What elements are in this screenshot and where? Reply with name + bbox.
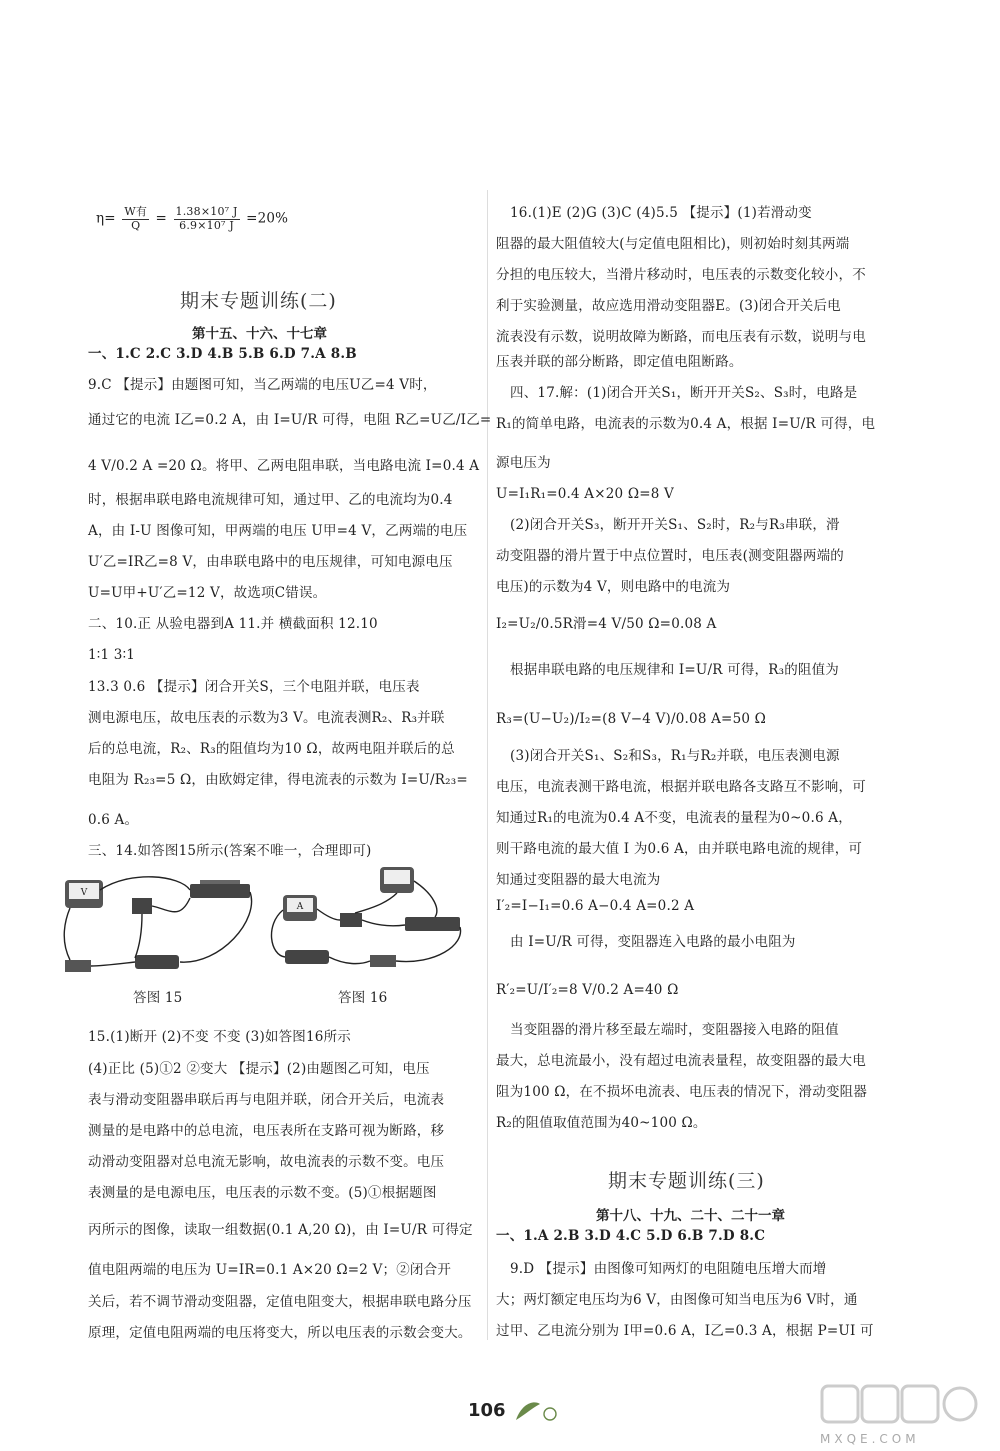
q9-line: 通过它的电流 I乙=0.2 A，由 I=U/R 可得，电阻 R乙=U乙/I乙= (88, 412, 492, 428)
q9-line: A，由 I-U 图像可知，甲两端的电压 U甲=4 V，乙两端的电压 (88, 523, 468, 539)
q15-line: 15.(1)断开 (2)不变 不变 (3)如答图16所示 (88, 1029, 351, 1045)
q9b-line: 大；两灯额定电压均为6 V，由图像可知当电压为6 V时，通 (496, 1292, 858, 1308)
q13-line: 电阻为 R₂₃=5 Ω，由欧姆定律，得电流表的示数为 I=U/R₂₃= (88, 772, 468, 788)
rheostat-icon (190, 880, 250, 898)
q10-answer: 二、10.正 从验电器到A 11.并 横截面积 12.10 (88, 616, 378, 632)
resistor-icon (132, 898, 152, 914)
frac-num: 1.38×10⁷ J (175, 205, 238, 218)
q17-line: 源电压为 (496, 455, 551, 471)
q15-line: 值电阻两端的电压为 U=IR=0.1 A×20 Ω=2 V；②闭合开 (88, 1262, 452, 1278)
page-number: 106 (468, 1400, 506, 1421)
chapters-3: 第十八、十九、二十、二十一章 (596, 1208, 785, 1224)
q17-line: 根据串联电路的电压规律和 I=U/R 可得，R₃的阻值为 (510, 662, 839, 678)
q16-line: 阻器的最大阻值较大(与定值电阻相比)，则初始时刻其两端 (496, 236, 850, 252)
q15-line: (4)正比 (5)①2 ②变大 【提示】(2)由题图乙可知，电压 (88, 1061, 430, 1077)
q17-line: 知通过R₁的电流为0.4 A不变，电流表的量程为0~0.6 A， (496, 810, 852, 826)
fig15-caption: 答图 15 (133, 990, 183, 1006)
q9-line: U′乙=IR乙=8 V，由串联电路中的电压规律，可知电源电压 (88, 554, 453, 570)
q15-line: 关后，若不调节滑动变阻器，定值电阻变大，根据串联电路分压 (88, 1294, 472, 1310)
voltmeter-icon (380, 867, 414, 893)
q17-line: 电压，电流表测干路电流，根据并联电路各支路互不影响，可 (496, 779, 866, 795)
q17-line: R₁的简单电路，电流表的示数为0.4 A，根据 I=U/R 可得，电 (496, 416, 876, 432)
q15-line: 表测量的是电源电压，电压表的示数不变。(5)①根据题图 (88, 1185, 437, 1201)
q17-line: (3)闭合开关S₁、S₂和S₃，R₁与R₂并联，电压表测电源 (510, 748, 840, 764)
circuit-figure-16 (265, 865, 470, 980)
q16-line: 压表并联的部分断路，即定值电阻断路。 (496, 354, 743, 370)
ammeter-icon (65, 880, 103, 908)
leaf-logo-icon (512, 1398, 560, 1424)
q17-line: R₃=(U−U₂)/I₂=(8 V−4 V)/0.08 A=50 Ω (496, 711, 767, 727)
section-title-2: 期末专题训练(二) (180, 290, 337, 312)
q9-line: U=U甲+U′乙=12 V，故选项C错误。 (88, 585, 327, 601)
fig16-caption: 答图 16 (338, 990, 388, 1006)
q17-line: U=I₁R₁=0.4 A×20 Ω=8 V (496, 486, 674, 502)
q15-line: 原理，定值电阻两端的电压将变大，所以电压表的示数会变大。 (88, 1325, 472, 1341)
q9-line: 时，根据串联电路电流规律可知，通过甲、乙的电流均为0.4 (88, 492, 453, 508)
svg-text:V: V (80, 888, 88, 898)
q9b-line: 9.D 【提示】由图像可知两灯的电阻随电压增大而增 (510, 1261, 827, 1277)
q17-line: 阻为100 Ω，在不损坏电流表、电压表的情况下，滑动变阻器 (496, 1084, 868, 1100)
q13-line: 0.6 A。 (88, 812, 139, 828)
watermark-text: MXQE.COM (820, 1432, 920, 1446)
efficiency-result: =20% (246, 210, 289, 227)
q13-line: 13.3 0.6 【提示】闭合开关S，三个电阻并联，电压表 (88, 679, 420, 695)
q17-line: 最大，总电流最小，没有超过电流表量程，故变阻器的最大电 (496, 1053, 866, 1069)
q17-line: 当变阻器的滑片移至最左端时，变阻器接入电路的阻值 (510, 1022, 839, 1038)
rheostat-icon (405, 917, 460, 931)
mc-answers-3: 一、1.A 2.B 3.D 4.C 5.D 6.B 7.D 8.C (496, 1228, 766, 1244)
column-divider (487, 190, 488, 1340)
fraction-values (174, 206, 240, 232)
q14-answer: 三、14.如答图15所示(答案不唯一，合理即可) (88, 843, 372, 859)
q13-line: 测电源电压，故电压表的示数为3 V。电流表测R₂、R₃并联 (88, 710, 445, 726)
watermark-logo-icon (820, 1380, 980, 1440)
q9-line: 9.C 【提示】由题图可知，当乙两端的电压U乙=4 V时， (88, 377, 437, 393)
switch-icon (370, 955, 396, 967)
q16-line: 流表没有示数，说明故障为断路，而电压表有示数，说明与电 (496, 329, 866, 345)
frac-den: 6.9×10⁷ J (179, 218, 234, 232)
q15-line: 测量的是电路中的总电流，电压表所在支路可视为断路，移 (88, 1123, 445, 1139)
q17-line: 由 I=U/R 可得，变阻器连入电路的最小电阻为 (510, 934, 796, 950)
q15-line: 表与滑动变阻器串联后再与电阻并联，闭合开关后，电流表 (88, 1092, 445, 1108)
q16-line: 分担的电压较大，当滑片移动时，电压表的示数变化较小，不 (496, 267, 866, 283)
q15-line: 动滑动变阻器对总电流无影响，故电流表的示数不变。电压 (88, 1154, 445, 1170)
eta-symbol: η= (96, 210, 116, 227)
battery-icon (285, 950, 329, 964)
q9b-line: 过甲、乙电流分别为 I甲=0.6 A，I乙=0.3 A，根据 P=UI 可 (496, 1323, 874, 1339)
section-title-3: 期末专题训练(三) (608, 1170, 765, 1192)
q16-line: 利于实验测量，故应选用滑动变阻器E。(3)闭合开关后电 (496, 298, 841, 314)
efficiency-equation: η= $\frac{\text{W有}}{Q}$ = $\frac{\text{1.38×10⁷ J}}{\text{6.9×10⁷ J}}$ =20% (96, 205, 289, 232)
q15-line: 丙所示的图像，读取一组数据(0.1 A,20 Ω)，由 I=U/R 可得定 (88, 1222, 473, 1238)
q17-line: R′₂=U/I′₂=8 V/0.2 A=40 Ω (496, 982, 679, 998)
q17-line: 四、17.解：(1)闭合开关S₁，断开开关S₂、S₃时，电路是 (510, 385, 858, 401)
fraction-w-q (122, 206, 149, 232)
circuit-figure-15 (60, 870, 260, 980)
q17-line: R₂的阻值取值范围为40~100 Ω。 (496, 1115, 707, 1131)
chapters-2: 第十五、十六、十七章 (192, 326, 327, 342)
battery-icon (135, 955, 179, 969)
q13-line: 后的总电流，R₂、R₃的阻值均为10 Ω，故两电阻并联后的总 (88, 741, 455, 757)
frac-den: Q (131, 218, 141, 232)
frac-num: W有 (124, 205, 148, 218)
q17-line: 动变阻器的滑片置于中点位置时，电压表(测变阻器两端的 (496, 548, 844, 564)
svg-text:A: A (296, 902, 304, 912)
q17-line: I₂=U₂/0.5R滑=4 V/50 Ω=0.08 A (496, 616, 717, 632)
q17-line: (2)闭合开关S₃，断开开关S₁、S₂时，R₂与R₃串联，滑 (510, 517, 840, 533)
q17-line: I′₂=I−I₁=0.6 A−0.4 A=0.2 A (496, 898, 695, 914)
q16-line: 16.(1)E (2)G (3)C (4)5.5 【提示】(1)若滑动变 (510, 205, 812, 221)
q12-ratio: 1∶1 3∶1 (88, 647, 136, 663)
resistor-icon (340, 913, 362, 927)
q17-line: 电压)的示数为4 V，则电路中的电流为 (496, 579, 731, 595)
q17-line: 则干路电流的最大值 I 为0.6 A，由并联电路电流的规律，可 (496, 841, 863, 857)
ammeter-icon (283, 895, 317, 921)
q17-line: 知通过变阻器的最大电流为 (496, 872, 661, 888)
mc-answers-2: 一、1.C 2.C 3.D 4.B 5.B 6.D 7.A 8.B (88, 346, 357, 362)
switch-icon (65, 960, 91, 972)
q9-line: 4 V/0.2 A =20 Ω。将甲、乙两电阻串联，当电路电流 I=0.4 A (88, 458, 480, 474)
